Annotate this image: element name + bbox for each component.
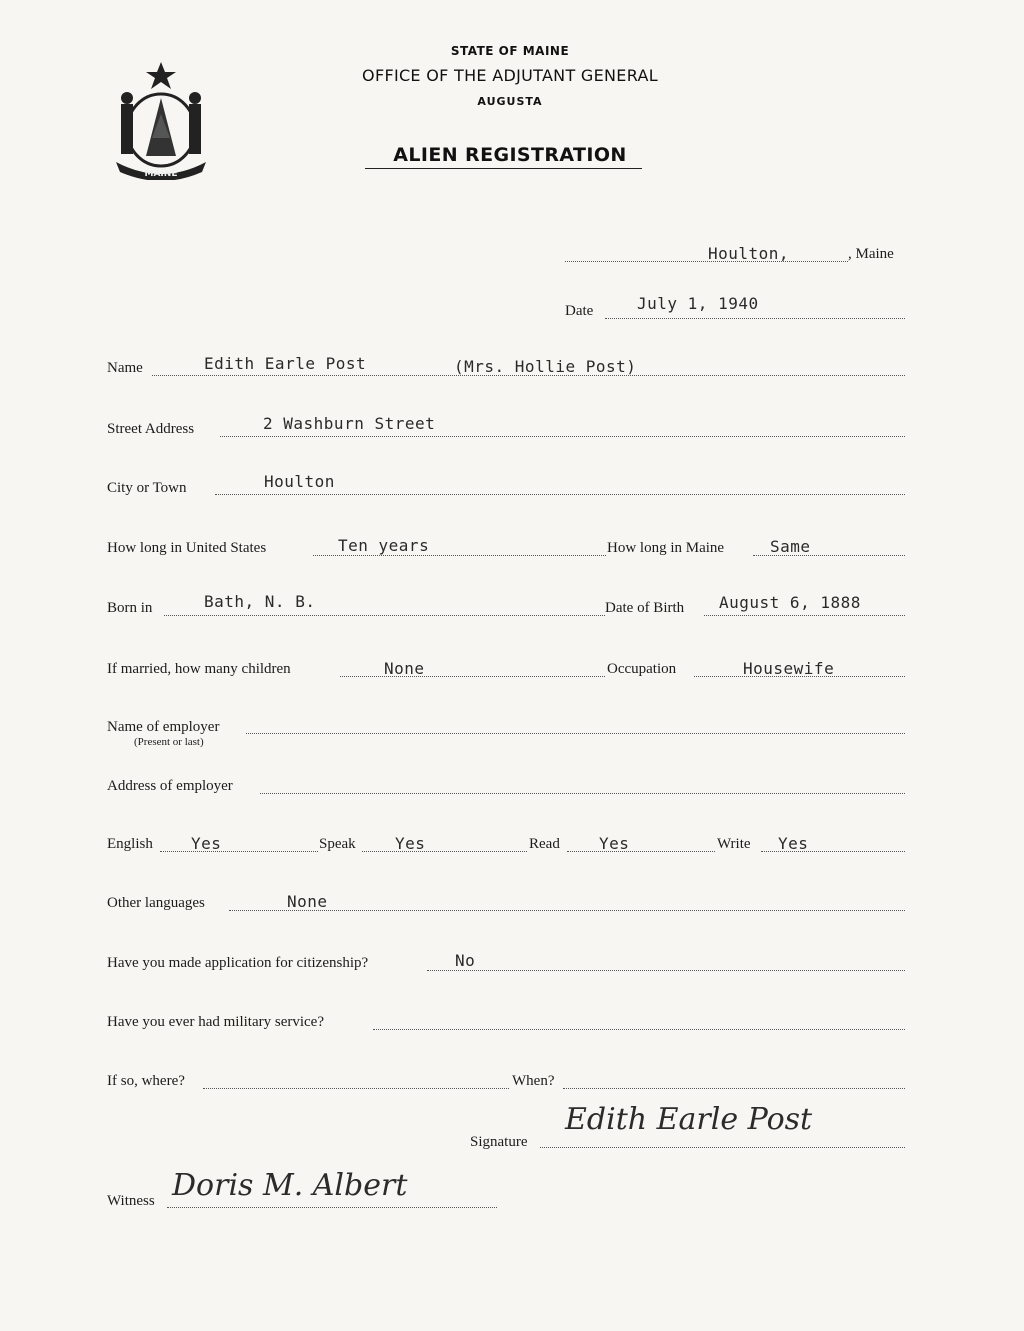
born-label: Born in xyxy=(107,600,153,616)
maine-time-value: Same xyxy=(770,537,811,556)
location-value: Houlton, xyxy=(708,244,790,263)
name-label: Name xyxy=(107,360,143,376)
citizenship-value: No xyxy=(455,951,476,970)
form-title: ALIEN REGISTRATION xyxy=(393,144,627,166)
maine-state-seal-icon xyxy=(108,58,214,180)
city-dotted-line xyxy=(215,494,905,495)
english-dotted-line xyxy=(160,851,318,852)
maine-time-label: How long in Maine xyxy=(607,540,725,556)
citizenship-dotted-line xyxy=(427,970,905,971)
english-label: English xyxy=(107,836,153,852)
children-value: None xyxy=(384,659,425,678)
signature-value: Edith Earle Post xyxy=(565,1102,813,1137)
city-label: City or Town xyxy=(107,480,187,496)
citizenship-label: Have you made application for citizenship? xyxy=(107,955,369,971)
dob-label: Date of Birth xyxy=(605,600,685,616)
other-languages-value: None xyxy=(287,892,328,911)
city-value: Houlton xyxy=(264,472,335,491)
office-heading: OFFICE OF THE ADJUTANT GENERAL xyxy=(362,66,658,85)
signature-label: Signature xyxy=(470,1134,528,1150)
state-heading: STATE OF MAINE xyxy=(450,44,570,58)
military-label: Have you ever had military service? xyxy=(107,1014,324,1030)
witness-dotted-line xyxy=(167,1207,497,1208)
children-label: If married, how many children xyxy=(107,661,291,677)
seal-text: MAINE xyxy=(144,169,178,179)
dob-value: August 6, 1888 xyxy=(719,593,861,612)
where-label: If so, where? xyxy=(107,1073,185,1089)
occupation-value: Housewife xyxy=(743,659,835,678)
date-dotted-line xyxy=(605,318,905,319)
employer-dotted-line xyxy=(246,733,905,734)
children-dotted-line xyxy=(340,676,605,677)
employer-address-dotted-line xyxy=(260,793,905,794)
born-dotted-line xyxy=(164,615,605,616)
employer-sublabel: (Present or last) xyxy=(134,736,204,748)
write-value: Yes xyxy=(778,834,809,853)
city-heading: AUGUSTA xyxy=(477,95,543,108)
dob-dotted-line xyxy=(704,615,905,616)
other-languages-label: Other languages xyxy=(107,895,205,911)
us-time-dotted-line xyxy=(313,555,606,556)
employer-address-label: Address of employer xyxy=(107,778,233,794)
witness-label: Witness xyxy=(107,1193,155,1209)
read-label: Read xyxy=(529,836,560,852)
write-label: Write xyxy=(717,836,751,852)
when-dotted-line xyxy=(563,1088,905,1089)
title-underline xyxy=(365,168,642,169)
name-value-married: (Mrs. Hollie Post) xyxy=(454,357,637,376)
us-time-value: Ten years xyxy=(338,536,430,555)
read-value: Yes xyxy=(599,834,630,853)
born-value: Bath, N. B. xyxy=(204,592,316,611)
street-label: Street Address xyxy=(107,421,195,437)
speak-label: Speak xyxy=(319,836,356,852)
date-value: July 1, 1940 xyxy=(637,294,759,313)
occupation-label: Occupation xyxy=(607,661,677,677)
speak-dotted-line xyxy=(362,851,527,852)
us-time-label: How long in United States xyxy=(107,540,267,556)
employer-label: Name of employer xyxy=(107,719,220,735)
street-dotted-line xyxy=(220,436,905,437)
street-value: 2 Washburn Street xyxy=(263,414,436,433)
signature-dotted-line xyxy=(540,1147,905,1148)
location-suffix: , Maine xyxy=(848,246,894,262)
when-label: When? xyxy=(512,1073,555,1089)
name-value: Edith Earle Post xyxy=(204,354,367,373)
location-dotted-line xyxy=(565,261,848,262)
read-dotted-line xyxy=(567,851,715,852)
date-label: Date xyxy=(565,303,594,319)
witness-value: Doris M. Albert xyxy=(172,1168,408,1203)
other-languages-dotted-line xyxy=(229,910,905,911)
where-dotted-line xyxy=(203,1088,509,1089)
speak-value: Yes xyxy=(395,834,426,853)
military-dotted-line xyxy=(373,1029,905,1030)
english-value: Yes xyxy=(191,834,222,853)
